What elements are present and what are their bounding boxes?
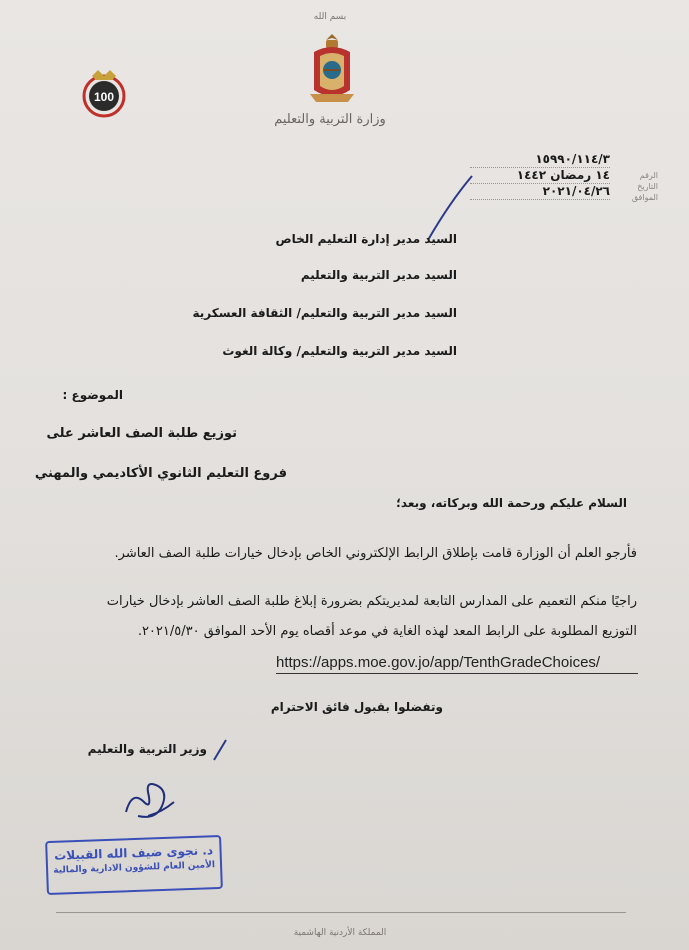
- gregorian-date: ٢٠٢١/٠٤/٢٦: [470, 184, 610, 200]
- stamp-name: د. نجوى ضيف الله القبيلات: [53, 843, 214, 863]
- reference-values: [470, 152, 610, 200]
- number-label: الرقم: [639, 171, 658, 180]
- body-paragraph-2: راجيًا منكم التعميم على المدارس التابعة لمديريتكم بضرورة إبلاغ طلبة الصف العاشر بإدخال خيارات: [106, 594, 637, 609]
- subject-label: الموضوع :: [62, 388, 123, 402]
- ministry-name: وزارة التربية والتعليم: [274, 112, 386, 127]
- closing-line: وتفضلوا بقبول فائق الاحترام: [270, 700, 443, 714]
- choices-link[interactable]: https://apps.moe.gov.jo/app/TenthGradeChoices/: [276, 654, 638, 674]
- subject-line-2: فروع التعليم الثانوي الأكاديمي والمهني: [34, 466, 287, 481]
- signature-icon: [118, 772, 180, 826]
- greeting: السلام عليكم ورحمة الله وبركاته، وبعد؛: [396, 496, 627, 510]
- official-stamp: [45, 835, 223, 895]
- bismillah: بسم الله: [313, 12, 347, 22]
- signatory-mark-icon: [210, 738, 230, 762]
- date-label: التاريخ: [637, 182, 658, 191]
- badge-number: 100: [93, 90, 115, 104]
- addressee-4: السيد مدير التربية والتعليم/ وكالة الغوث: [222, 344, 457, 358]
- reference-number: ١٥٩٩٠/١١٤/٣: [470, 152, 610, 168]
- addressee-3: السيد مدير التربية والتعليم/ الثقافة العسكرية: [192, 306, 457, 320]
- stamp-title: الأمين العام للشؤون الادارية والمالية: [53, 860, 216, 876]
- footer-divider: [56, 912, 626, 913]
- coat-of-arms-icon: [302, 28, 362, 108]
- addressee-1: السيد مدير إدارة التعليم الخاص: [275, 232, 457, 246]
- centennial-logo: [72, 64, 132, 120]
- body-paragraph-1: فأرجو العلم أن الوزارة قامت بإطلاق الرابط الإلكتروني الخاص بإدخال خيارات طلبة الصف العاشر.: [114, 546, 637, 561]
- hijri-date: ١٤ رمضان ١٤٤٢: [470, 168, 610, 184]
- signatory-title: وزير التربية والتعليم: [87, 742, 207, 756]
- corresponding-label: الموافق: [631, 193, 658, 202]
- addressee-2: السيد مدير التربية والتعليم: [300, 268, 457, 282]
- subject-line-1: توزيع طلبة الصف العاشر على: [46, 426, 237, 441]
- footer-text: المملكة الأردنية الهاشمية: [293, 928, 387, 938]
- body-paragraph-3: التوزيع المطلوبة على الرابط المعد لهذه الغاية في موعد أقصاه يوم الأحد الموافق ٢٠٢١/٥/٣٠.: [137, 624, 637, 639]
